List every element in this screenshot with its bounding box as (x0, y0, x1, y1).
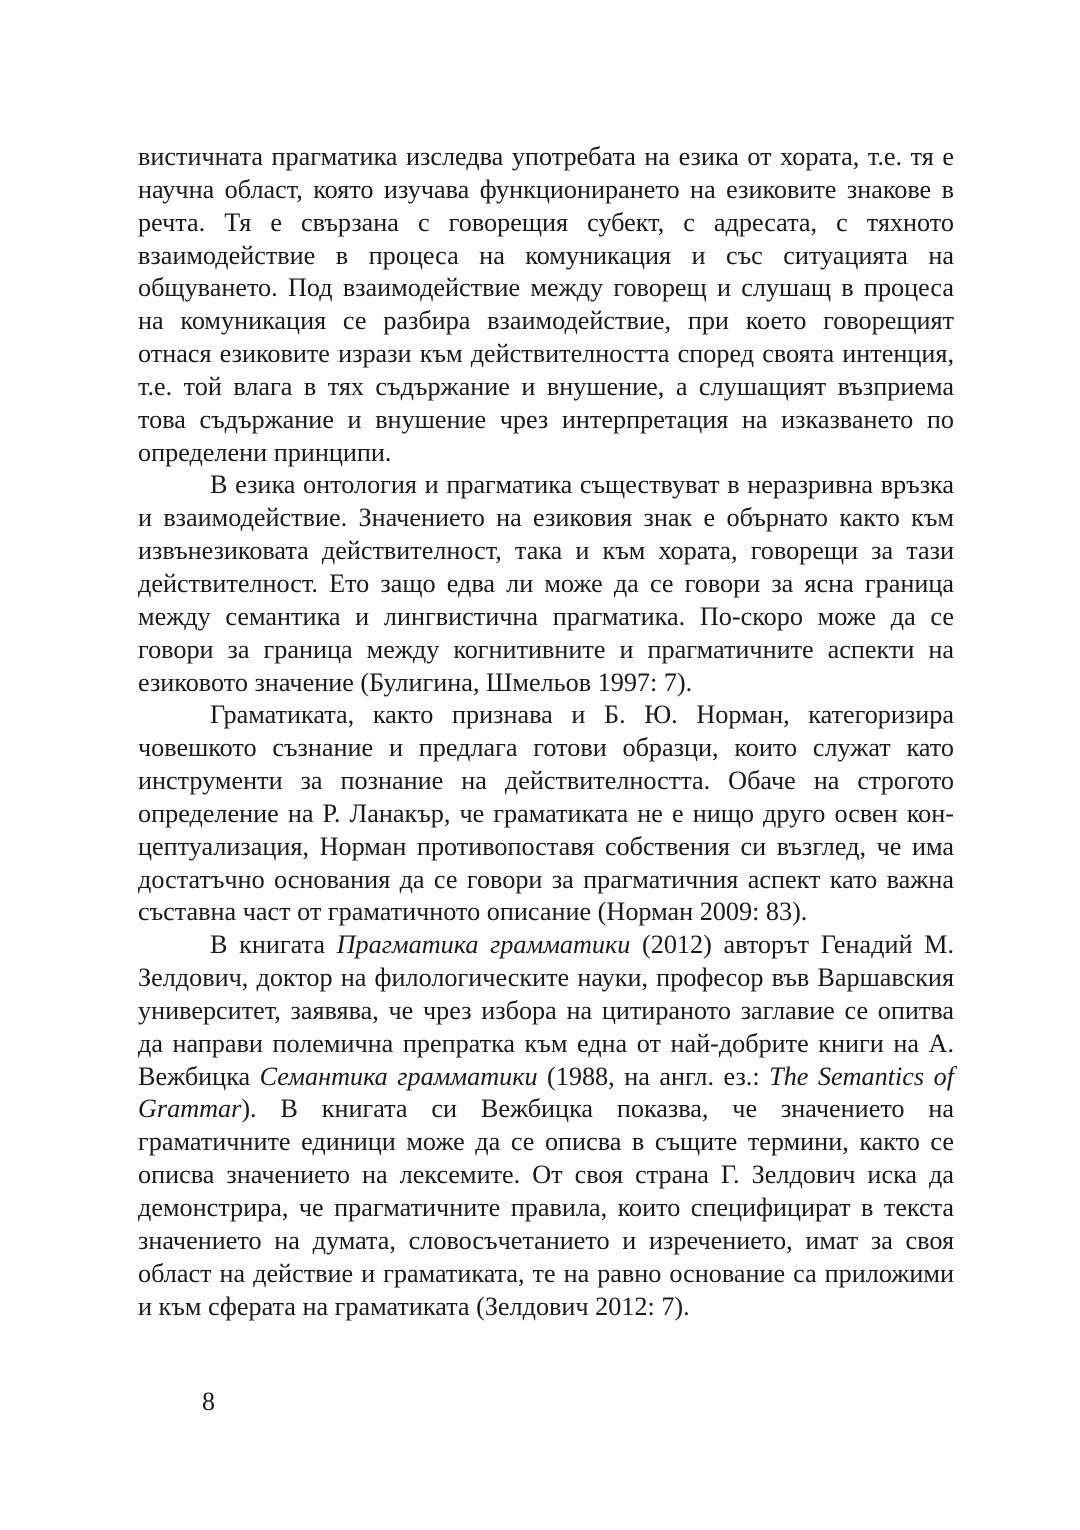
paragraph-3: Граматиката, както признава и Б. Ю. Норман, категоризира човешкото съзнание и предлага готови образци, които служат като инструменти за познание на действителността. Обаче на строгото определение на Р. Ланакър, че граматиката не е нищо друго освен концептуализация, Норман противопоставя собствения си възглед, че има достатъчно основания да се говори за прагматичния аспект като важна съставна част от граматичното описание (Норман 2009: 83). (138, 700, 954, 927)
page-body (138, 141, 954, 1323)
paragraph-2: В езика онтология и прагматика съществуват в неразривна връзка и взаимодействие. Значението на езиковия знак е обърнато както към извънезиковата действителност, така и към хората, говорещи за тази действителност. Ето защо едва ли може да се говори за ясна граница между семантика и лингвистична прагматика. По-скоро може да се говори за граница между когнитивните и прагматичните аспекти на езиковото значение (Булигина, Шмельов 1997: 7). (138, 470, 954, 697)
page-number: 8 (202, 1387, 215, 1416)
paragraph-4-text: (1988, на англ. ез.: (537, 1061, 770, 1091)
paragraph-1: вистичната прагматика изследва употребата на езика от хората, т.е. тя е научна област, която изучава функционирането на езиковите знакове в речта. Тя е свързана с говорещия субект, с адресата, с тяхното взаимодействие в процеса на комуникация и със ситуацията на общуването. Под взаимодействие между говорещ и слушащ в процеса на комуникация се разбира взаимодействие, при което говорещият отнася езиковите изрази към действителността според своята интенция, т.е. той влага в тях съдържание и внушение, а слушащият възприема това съдържание и внушение чрез интерпретация на изказването по определени принципи. (138, 142, 954, 467)
book-title-english: The Semantics of Grammar (138, 1061, 954, 1124)
paragraph-4-text: ). В книгата си Вежбицка показва, че значението на граматичните единици може да се описва в същите термини, както се описва значението на лексемите. От своя страна Г. Зелдович иска да демонстрира, че прагматичните правила, които специфицират в текста значението на думата, словосъчетанието и изречението, имат за своя област на действие и граматиката, те на равно основание са приложими и към сферата на граматиката (Зелдович 2012: 7). (138, 1094, 954, 1321)
paragraph-4 (138, 929, 954, 1323)
paragraph-4-text: (2012) авторът Генадий М. Зелдович, доктор на филологическите науки, професор във Варшавския университет, заявява, че чрез избора на цитираното заглавие се опитва да направи полемична препратка към една от най-добрите книги на А. Вежбицка (138, 930, 954, 1091)
paragraph-4-text: В книгата (210, 930, 337, 960)
book-title-pragmatika: Прагматика грамматики (336, 930, 631, 960)
book-title-semantika: Семантика грамматики (259, 1061, 538, 1091)
